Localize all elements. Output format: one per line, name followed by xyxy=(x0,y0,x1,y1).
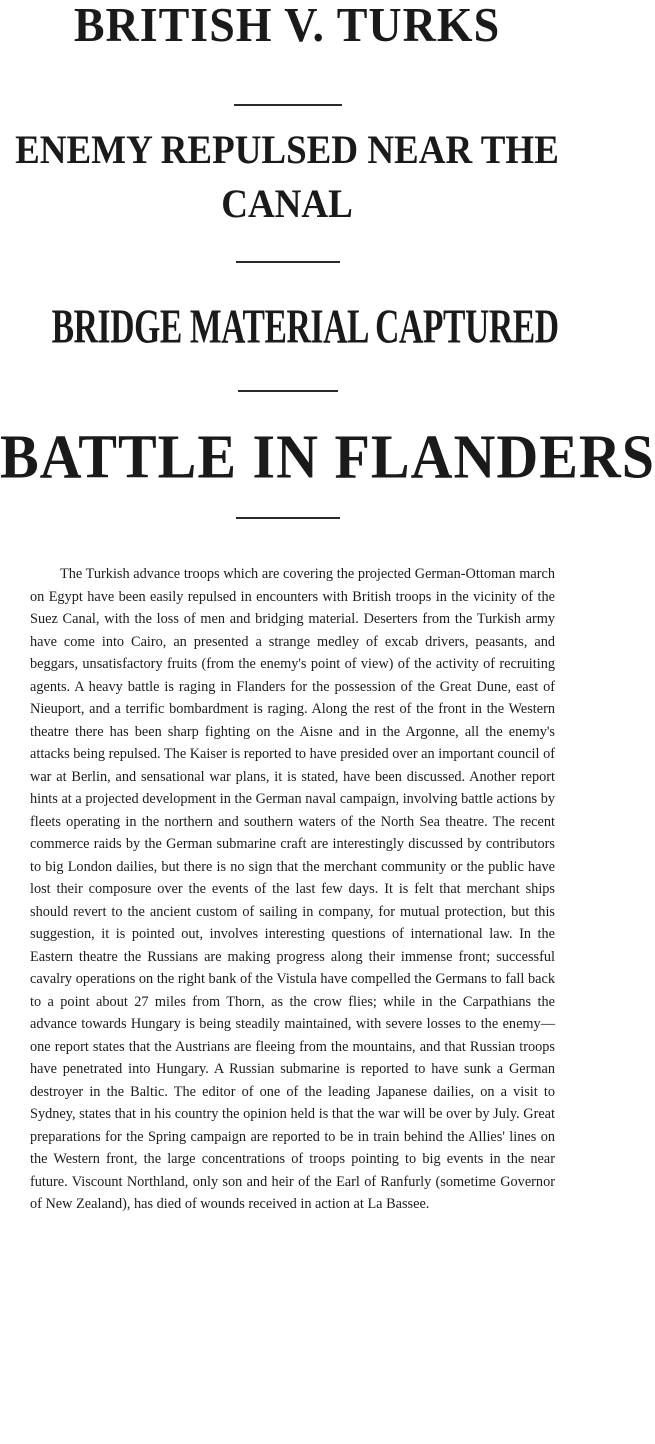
article-body: The Turkish advance troops which are covering the projected German-Ottoman march on Egypt have been easily repulsed in encounters with British troops in the vicinity of the Suez Canal, with the loss of men and bridging material. Deserters from the Turkish army have come into Cairo, an presented a strange medley of excab drivers, peasants, and beggars, unsatisfactory fruits (from the enemy's point of view) of the activity of recruiting agents. A heavy battle is raging in Flanders for the possession of the Great Dune, east of Nieuport, and a terrific bombardment is raging. Along the rest of the front in the Western theatre there has been sharp fighting on the Aisne and in the Argonne, all the enemy's attacks being repulsed. The Kaiser is reported to have presided over an important council of war at Berlin, and sensational war plans, it is stated, have been discussed. Another report hints at a projected development in the German naval campaign, involving battle actions by fleets operating in the northern and southern waters of the North Sea theatre. The recent commerce raids by the German submarine craft are interestingly discussed by contributors to big London dailies, but there is no sign that the merchant community or the public have lost their composure over the events of the last few days. It is felt that merchant ships should revert to the ancient custom of sailing in company, for mutual protection, but this suggestion, it is pointed out, involves interesting questions of international law. In the Eastern theatre the Russians are making progress along their immense front; successful cavalry operations on the right bank of the Vistula have compelled the Germans to fall back to a point about 27 miles from Thorn, as the crow flies; while in the Carpathians the advance towards Hungary is being steadily maintained, with severe losses to the enemy—one report states that the Austrians are fleeing from the mountains, and that Russian troops have penetrated into Hungary. A Russian submarine is reported to have sunk a German destroyer in the Baltic. The editor of one of the leading Japanese dailies, on a visit to Sydney, states that in his country the opinion held is that the war will be over by July. Great preparations for the Spring campaign are reported to be in train behind the Allies' lines on the Western front, the large concentrations of troops pointing to big events in the near future. Viscount Northland, only son and heir of the Earl of Ranfurly (sometime Governor of New Zealand), has died of wounds received in action at La Bassee. xyxy=(30,566,555,1212)
divider-rule xyxy=(236,517,340,519)
divider-rule xyxy=(238,390,338,392)
headline-enemy-repulsed: ENEMY REPULSED NEAR THE CANAL xyxy=(15,128,559,227)
headline-battle-in-flanders: BATTLE IN FLANDERS xyxy=(0,421,655,492)
divider-rule xyxy=(234,104,342,106)
divider-rule xyxy=(236,261,340,263)
headline-british-v-turks: BRITISH V. TURKS xyxy=(73,0,501,52)
headline-bridge-material: BRIDGE MATERIAL CAPTURED xyxy=(51,298,559,354)
